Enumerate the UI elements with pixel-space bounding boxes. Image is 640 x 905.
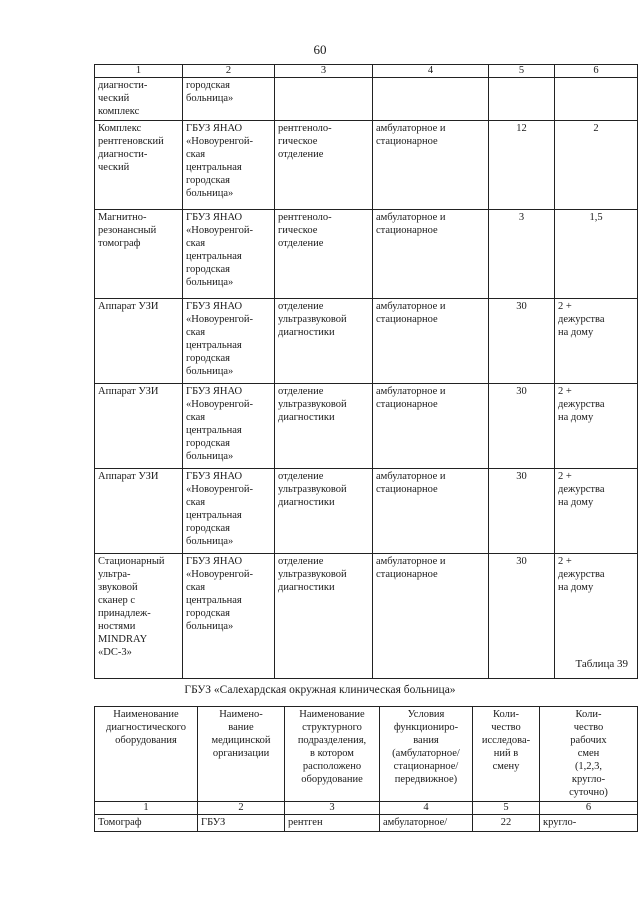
table-row — [95, 210, 638, 299]
cell-organization: городская больница» — [183, 78, 275, 121]
table-caption: Таблица 39 — [575, 658, 628, 670]
cell-shifts: 1,5 — [555, 210, 638, 299]
salekhard-equipment-table — [94, 706, 638, 832]
cell-equipment: Томограф — [95, 815, 198, 832]
cell-count — [489, 78, 555, 121]
cell-conditions: амбулаторное и стационарное — [373, 469, 489, 554]
cell-organization: ГБУЗ ЯНАО «Новоуренгой- ская центральная городская больница» — [183, 384, 275, 469]
table-row — [95, 299, 638, 384]
column-header: Наименование структурного подразделения, в котором расположено оборудование — [285, 707, 380, 802]
cell-equipment: Магнитно- резонансный томограф — [95, 210, 183, 299]
column-number: 5 — [489, 65, 555, 78]
column-header: Условия функциониро- вания (амбулаторное/ стационарное/ передвижное) — [380, 707, 473, 802]
cell-organization: ГБУЗ ЯНАО «Новоуренгой- ская центральная городская больница» — [183, 554, 275, 679]
table-row — [95, 121, 638, 210]
cell-equipment: Комплекс рентгеновский диагности- ческий — [95, 121, 183, 210]
cell-count: 30 — [489, 469, 555, 554]
table-title: ГБУЗ «Салехардская окружная клиническая больница» — [184, 684, 456, 696]
cell-count: 30 — [489, 384, 555, 469]
table-header-numbers — [95, 65, 638, 78]
cell-conditions: амбулаторное и стационарное — [373, 554, 489, 679]
cell-equipment: диагности- ческий комплекс — [95, 78, 183, 121]
column-number: 6 — [555, 65, 638, 78]
column-header: Коли- чество исследова- ний в смену — [473, 707, 540, 802]
cell-department: рентгеноло- гическое отделение — [275, 121, 373, 210]
column-header: Наименование диагностического оборудования — [95, 707, 198, 802]
cell-equipment: Аппарат УЗИ — [95, 469, 183, 554]
page-number: 60 — [313, 42, 327, 57]
cell-department: отделение ультразвуковой диагностики — [275, 554, 373, 679]
cell-department: рентген — [285, 815, 380, 832]
table-row — [95, 469, 638, 554]
cell-equipment: Аппарат УЗИ — [95, 299, 183, 384]
column-number: 5 — [473, 802, 540, 815]
column-number: 6 — [540, 802, 638, 815]
column-header: Наимено- вание медицинской организации — [198, 707, 285, 802]
column-number: 2 — [198, 802, 285, 815]
column-number: 2 — [183, 65, 275, 78]
cell-conditions: амбулаторное и стационарное — [373, 299, 489, 384]
cell-shifts: 2 + дежурства на дому — [555, 554, 638, 679]
cell-equipment: Стационарный ультра- звуковой сканер с принадлеж- ностями MINDRAY «DC-3» — [95, 554, 183, 679]
cell-department: отделение ультразвуковой диагностики — [275, 469, 373, 554]
column-number: 4 — [373, 65, 489, 78]
cell-department: отделение ультразвуковой диагностики — [275, 384, 373, 469]
cell-count: 22 — [473, 815, 540, 832]
cell-organization: ГБУЗ ЯНАО «Новоуренгой- ская центральная городская больница» — [183, 210, 275, 299]
table-header-numbers — [95, 802, 638, 815]
cell-conditions: амбулаторное и стационарное — [373, 210, 489, 299]
cell-conditions: амбулаторное и стационарное — [373, 121, 489, 210]
cell-conditions: амбулаторное/ — [380, 815, 473, 832]
table-row — [95, 815, 638, 832]
column-header: Коли- чество рабочих смен (1,2,3, кругло- суточно) — [540, 707, 638, 802]
cell-organization: ГБУЗ ЯНАО «Новоуренгой- ская центральная городская больница» — [183, 299, 275, 384]
cell-shifts: 2 + дежурства на дому — [555, 384, 638, 469]
cell-count: 12 — [489, 121, 555, 210]
cell-organization: ГБУЗ ЯНАО «Новоуренгой- ская центральная городская больница» — [183, 469, 275, 554]
column-number: 1 — [95, 65, 183, 78]
cell-department — [275, 78, 373, 121]
cell-shifts: 2 + дежурства на дому — [555, 299, 638, 384]
column-number: 3 — [285, 802, 380, 815]
cell-equipment: Аппарат УЗИ — [95, 384, 183, 469]
table-row — [95, 78, 638, 121]
column-number: 4 — [380, 802, 473, 815]
cell-conditions: амбулаторное и стационарное — [373, 384, 489, 469]
table-row — [95, 384, 638, 469]
column-number: 1 — [95, 802, 198, 815]
table-header — [95, 707, 638, 802]
cell-conditions — [373, 78, 489, 121]
cell-count: 30 — [489, 299, 555, 384]
cell-department: рентгеноло- гическое отделение — [275, 210, 373, 299]
cell-shifts: 2 — [555, 121, 638, 210]
cell-organization: ГБУЗ ЯНАО «Новоуренгой- ская центральная городская больница» — [183, 121, 275, 210]
table-row — [95, 554, 638, 679]
equipment-table-continued — [94, 64, 638, 679]
cell-shifts: кругло- — [540, 815, 638, 832]
cell-shifts: 2 + дежурства на дому — [555, 469, 638, 554]
cell-shifts — [555, 78, 638, 121]
cell-count: 30 — [489, 554, 555, 679]
cell-organization: ГБУЗ — [198, 815, 285, 832]
column-number: 3 — [275, 65, 373, 78]
cell-department: отделение ультразвуковой диагностики — [275, 299, 373, 384]
cell-count: 3 — [489, 210, 555, 299]
